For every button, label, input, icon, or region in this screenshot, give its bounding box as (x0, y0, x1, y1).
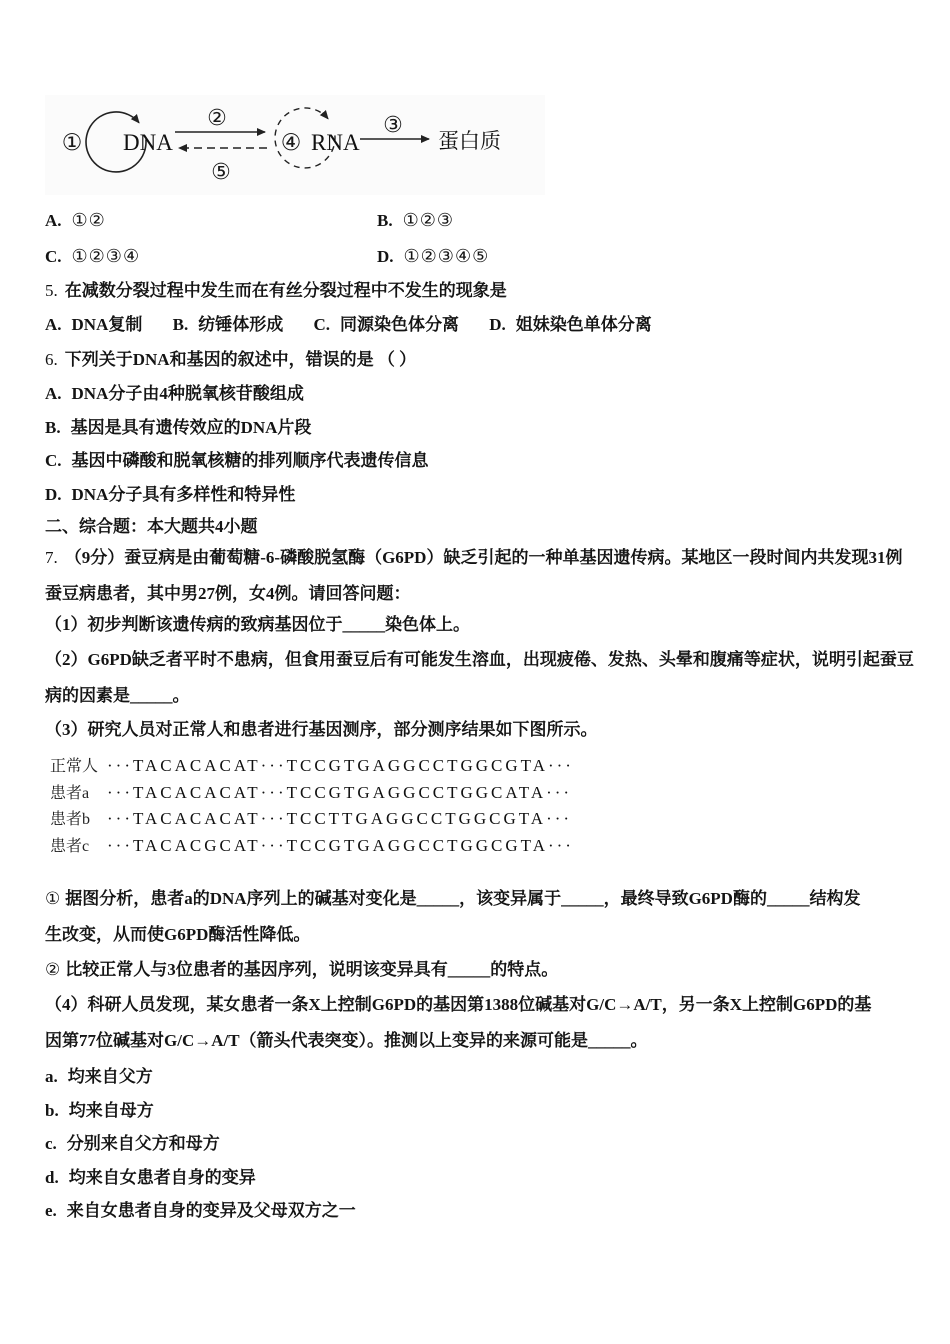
sequence-row-patient-c (50, 836, 574, 857)
q4-option-c (45, 246, 140, 268)
option-value: ①②③ (402, 210, 455, 231)
q7-part4-line2: 因第77位碱基对G/C→A/T（箭头代表突变）。推测以上变异的来源可能是_____。 (45, 1031, 648, 1050)
option-letter: D. (377, 247, 394, 266)
sequence-text: ···TACACACAT···TCCGTGAGGCCTGGCATA··· (107, 783, 573, 802)
q7-stem-text1: 蚕豆病是由葡萄糖-6-磷酸脱氢酶（G6PD）缺乏引起的一种单基因遗传病。某地区一段时间内共发现31例 (124, 548, 903, 567)
q7-sub2: ② 比较正常人与3位患者的基因序列，说明该变异具有_____的特点。 (45, 960, 559, 980)
q5-stem (45, 280, 507, 302)
section2-header: 二、综合题：本大题共4小题 (45, 517, 258, 536)
q7-choice-a: a. 均来自父方 (45, 1067, 153, 1086)
sequence-label: 患者b (50, 811, 91, 828)
sub1-marker: ① (45, 889, 61, 909)
q7-part3: （3）研究人员对正常人和患者进行基因测序，部分测序结果如下图所示。 (45, 720, 598, 739)
q5-stem-text: 在减数分裂过程中发生而在有丝分裂过程中不发生的现象是 (64, 281, 507, 300)
step1-label: ① (61, 130, 83, 156)
q7-score: （9分） (64, 548, 125, 567)
q7-part4-line1: （4）科研人员发现，某女患者一条X上控制G6PD的基因第1388位碱基对G/C→A/T，另一条X上控制G6PD的基 (45, 995, 872, 1014)
sequence-row-normal (50, 756, 574, 777)
sequence-row-patient-b (50, 809, 572, 830)
q5-option-d: D. 姐妹染色单体分离 (489, 315, 652, 334)
q7-choice-d: d. 均来自女患者自身的变异 (45, 1168, 256, 1187)
q6-option-d: D. DNA分子具有多样性和特异性 (45, 485, 296, 504)
step3-label: ③ (383, 113, 403, 138)
option-value: ①②③④⑤ (403, 246, 490, 267)
q6-stem (45, 349, 416, 371)
q5-option-a: A. DNA复制 (45, 315, 143, 334)
q6-number: 6. (45, 350, 58, 369)
q7-choice-b: b. 均来自母方 (45, 1101, 154, 1120)
q4-option-b (377, 210, 454, 232)
sequence-label: 正常人 (50, 758, 99, 775)
q6-stem-text: 下列关于DNA和基因的叙述中，错误的是 （ ） (64, 350, 417, 369)
sub2-marker: ② (45, 960, 61, 980)
q7-part2-line1: （2）G6PD缺乏者平时不患病，但食用蚕豆后有可能发生溶血，出现疲倦、发热、头晕和腹痛等症状，说明引起蚕豆 (45, 650, 914, 669)
q7-stem-line2: 蚕豆病患者，其中男27例，女4例。请回答问题： (45, 584, 411, 603)
q6-option-b: B. 基因是具有遗传效应的DNA片段 (45, 418, 312, 437)
sequence-row-patient-a (50, 783, 572, 804)
rna-node: RNA (311, 130, 360, 155)
step4-label: ④ (280, 130, 302, 156)
q5-option-c: C. 同源染色体分离 (313, 315, 459, 334)
option-value: ①② (71, 210, 106, 231)
sequence-text: ···TACACACAT···TCCGTGAGGCCTGGCGTA··· (107, 756, 574, 775)
q7-sub1-line2: 生改变，从而使G6PD酶活性降低。 (45, 925, 311, 944)
sequence-text: ···TACACACAT···TCCTTGAGGCCTGGCGTA··· (107, 809, 573, 828)
q7-part1: （1）初步判断该遗传病的致病基因位于_____染色体上。 (45, 615, 470, 634)
sequence-label: 患者a (50, 785, 90, 802)
q7-part2-line2: 病的因素是_____。 (45, 686, 190, 705)
q5-number: 5. (45, 281, 58, 300)
sequence-label: 患者c (50, 838, 90, 855)
q7-choice-c: c. 分别来自父方和母方 (45, 1134, 220, 1153)
step2-label: ② (207, 106, 227, 131)
q6-option-c: C. 基因中磷酸和脱氧核糖的排列顺序代表遗传信息 (45, 451, 429, 470)
q6-option-a: A. DNA分子由4种脱氧核苷酸组成 (45, 384, 304, 403)
q4-option-a (45, 210, 106, 232)
option-value: ①②③④ (71, 246, 141, 267)
step5-label: ⑤ (211, 160, 231, 185)
central-dogma-diagram (45, 95, 545, 195)
option-letter: A. (45, 211, 62, 230)
option-letter: B. (377, 211, 393, 230)
q5-option-b: B. 纺锤体形成 (172, 315, 284, 334)
sequence-text: ···TACACGCAT···TCCGTGAGGCCTGGCGTA··· (107, 836, 574, 855)
q7-sub1-line1: ① 据图分析，患者a的DNA序列上的碱基对变化是_____，该变异属于_____，最终导致G6PD酶的_____结构发 (45, 889, 861, 909)
protein-node: 蛋白质 (438, 129, 501, 153)
q7-number: 7. (45, 548, 58, 567)
q7-choice-e: e. 来自女患者自身的变异及父母双方之一 (45, 1201, 356, 1220)
q4-option-d (377, 246, 489, 268)
dna-node: DNA (123, 130, 173, 155)
q5-options (45, 314, 678, 336)
q7-stem-line1 (45, 547, 902, 569)
option-letter: C. (45, 247, 62, 266)
